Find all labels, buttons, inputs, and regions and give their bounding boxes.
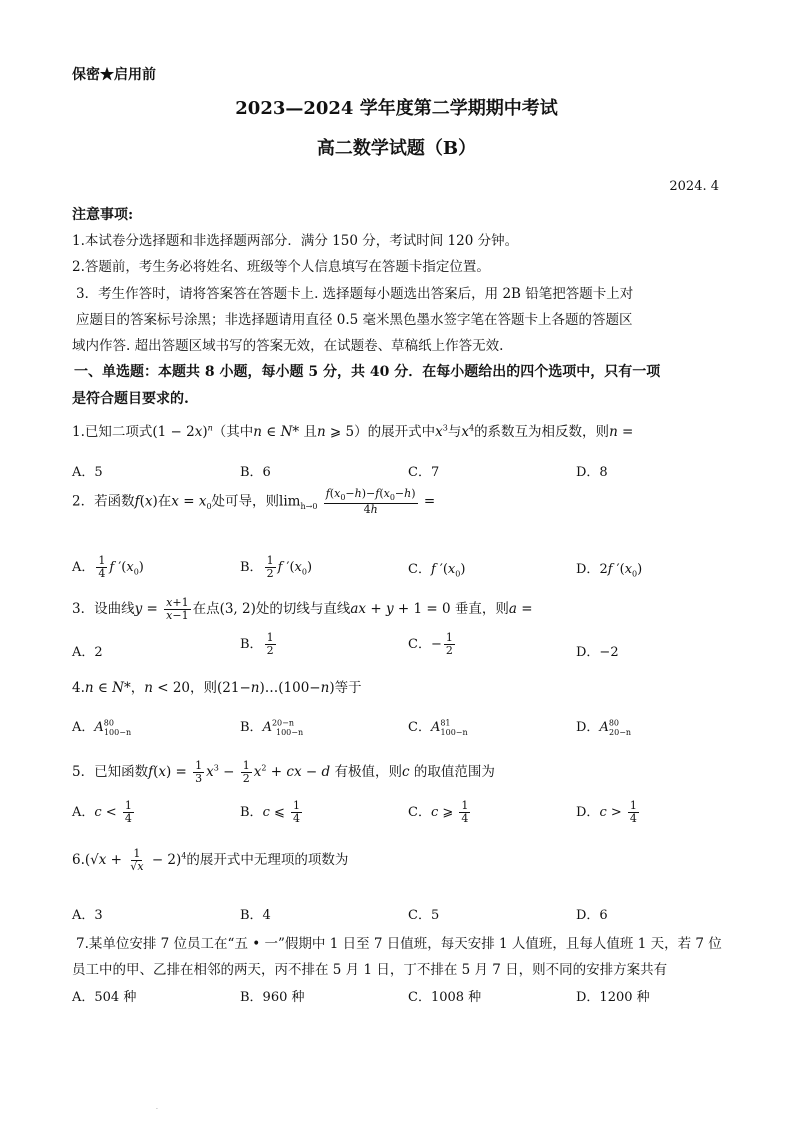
q3-option-b: B． $\frac{1}{2}$ (240, 631, 274, 658)
q6-option-a: A．3 (72, 908, 103, 923)
question-7: 7.某单位安排 7 位员工在“五 • 一”假期中 1 日至 7 日值班，每天安排 1 人值班，且每人值班 1 天，若 7 位 (76, 936, 722, 952)
question-2: 2．若函数f(x)在$x = x_0$处可导，则$\lim_{h\to 0}$ $\frac{f(x_0-h)-f(x_0-h)}{4h}$ = (72, 487, 436, 516)
q7-option-d: D．1200 种 (576, 990, 650, 1005)
question-5: 5．已知函数f(x) = $\frac{1}{3}$ $x^3$ − $\frac{1}{2}$ $x^2$ + cx − d 有极值，则c 的取值范围为 (72, 759, 495, 786)
question-3: 3．设曲线y = $\frac{x+1}{x-1}$ 在点(3, 2)处的切线与直线ax + y + 1 = 0 垂直，则a = (72, 596, 533, 623)
q1-option-a: A．5 (72, 465, 103, 480)
q7-option-a: A．504 种 (72, 990, 137, 1005)
question-4: 4.n ∈ N*，n < 20，则(21−n)…(100−n)等于 (72, 680, 362, 696)
note-line: 3．考生作答时，请将答案答在答题卡上. 选择题每小题选出答案后，用 2B 铅笔把答题卡上对 (76, 286, 634, 302)
q5-option-a: A．c < $\frac{1}{4}$ (72, 799, 132, 826)
q1-option-d: D．8 (576, 465, 608, 480)
q4-option-d: D．$A^{80}_{20-n}$ (576, 718, 632, 737)
q6-option-d: D．6 (576, 908, 608, 923)
q5-option-b: B．c ⩽ $\frac{1}{4}$ (240, 799, 301, 826)
q3-option-c: C．− $\frac{1}{2}$ (408, 631, 453, 658)
q1-option-b: B．6 (240, 465, 271, 480)
q2-option-b: B． $\frac{1}{2}$ f $'(x_0)$ (240, 554, 313, 581)
question-7-cont: 员工中的甲、乙排在相邻的两天，丙不排在 5 月 1 日，丁不排在 5 月 7 日，则不同的安排方案共有 (72, 962, 668, 978)
note-line: 2.答题前，考生务必将姓名、班级等个人信息填写在答题卡指定位置。 (72, 259, 490, 275)
q4-option-c: C．$A^{81}_{100-n}$ (408, 718, 468, 737)
q2-option-a: A． $\frac{1}{4}$ f $'(x_0)$ (72, 554, 144, 581)
q4-option-a: A．$A^{80}_{100-n}$ (72, 718, 132, 737)
q5-option-c: C．c ⩾ $\frac{1}{4}$ (408, 799, 469, 826)
q1-option-c: C．7 (408, 465, 440, 480)
question-1: 1.已知二项式$(1 - 2x)^n$（其中n ∈ N* 且n ⩾ 5）的展开式中$x^3$与$x^4$的系数互为相反数，则n = (72, 423, 634, 440)
q4-option-b: B．$A^{20-n}_{100-n}$ (240, 718, 304, 737)
notes-heading: 注意事项: (72, 207, 134, 223)
q7-option-b: B．960 种 (240, 990, 305, 1005)
confidential-label: 保密★启用前 (72, 67, 156, 83)
exam-date: 2024. 4 (669, 179, 719, 194)
section-heading: 一、单选题：本题共 8 小题，每小题 5 分，共 40 分．在每小题给出的四个选项中，只有一项 (74, 364, 661, 380)
section-heading-cont: 是符合题目要求的. (72, 391, 189, 407)
q5-option-d: D．c > $\frac{1}{4}$ (576, 799, 637, 826)
exam-title: 2023—2024 学年度第二学期期中考试 (235, 98, 558, 119)
q2-option-c: C．f $'(x_0)$ (408, 562, 466, 579)
note-line: 域内作答. 超出答题区域书写的答案无效，在试题卷、草稿纸上作答无效. (72, 338, 504, 354)
page-dot: · (156, 1106, 158, 1113)
q7-option-c: C．1008 种 (408, 990, 482, 1005)
note-line: 应题目的答案标号涂黑；非选择题请用直径 0.5 毫米黑色墨水签字笔在答题卡上各题的答题区 (76, 312, 633, 328)
q6-option-b: B．4 (240, 908, 271, 923)
q3-option-d: D．−2 (576, 645, 619, 660)
q6-option-c: C．5 (408, 908, 440, 923)
exam-subtitle: 高二数学试题（B） (316, 138, 477, 159)
q3-option-a: A．2 (72, 645, 103, 660)
question-6: 6.(√x + $\frac{1}{√x}$ − 2)$^4$的展开式中无理项的项数为 (72, 847, 349, 874)
q2-option-d: D．2f $'(x_0)$ (576, 562, 643, 579)
note-line: 1.本试卷分选择题和非选择题两部分．满分 150 分，考试时间 120 分钟。 (72, 233, 519, 249)
